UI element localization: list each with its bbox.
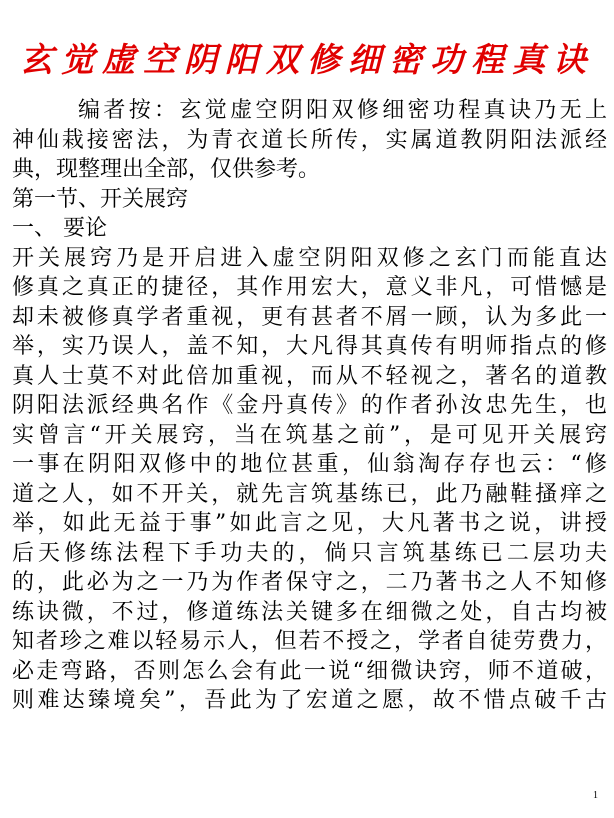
- body-text: [12, 96, 607, 716]
- text-line: 一事在阴阳双修中的地位甚重，仙翁淘存存也云：“修: [12, 452, 607, 477]
- text-line: 修真之真正的捷径，其作用宏大，意义非凡，可惜憾是: [12, 275, 607, 300]
- text-line: 举，如此无益于事”如此言之见，大凡著书之说，讲授: [12, 511, 607, 536]
- document-title: 玄觉虚空阴阳双修细密功程真诀: [20, 40, 594, 79]
- text-line: 典，现整理出全部，仅供参考。: [12, 157, 321, 182]
- text-line: 必走弯路，否则怎么会有此一说“细微诀窍，师不道破，: [12, 658, 607, 684]
- text-line: 开关展窍乃是开启进入虚空阴阳双修之玄门而能直达: [12, 245, 607, 271]
- text-line-editor-note: 编者按：玄觉虚空阴阳双修细密功程真诀乃无上: [78, 98, 607, 123]
- text-line: 神仙栽接密法，为青衣道长所传，实属道教阴阳法派经: [12, 127, 607, 153]
- text-line: 实曾言“开关展窍，当在筑基之前”，是可见开关展窍: [12, 422, 607, 448]
- text-line: 的，此必为之一乃为作者保守之，二乃著书之人不知修: [12, 570, 607, 595]
- text-line: 阴阳法派经典名作《金丹真传》的作者孙汝忠先生，也: [12, 393, 607, 418]
- section-heading: 第一节、开关展窍: [12, 186, 189, 212]
- text-line: 却未被修真学者重视，更有甚者不屑一顾，认为多此一: [12, 304, 607, 330]
- text-line: 知者珍之难以轻易示人，但若不授之，学者自徒劳费力，: [12, 629, 607, 654]
- subsection-heading: 一、 要论: [12, 216, 107, 241]
- text-line: 真人士莫不对此倍加重视，而从不轻视之，著名的道教: [12, 363, 607, 389]
- page-number: 1: [593, 790, 598, 801]
- text-line: 则难达臻境矣”，吾此为了宏道之愿，故不惜点破千古: [12, 688, 607, 713]
- text-line: 道之人，如不开关，就先言筑基练已，此乃融鞋搔痒之: [12, 481, 607, 507]
- text-line: 练诀微，不过，修道练法关键多在细微之处，自古均被: [12, 599, 607, 625]
- text-line: 举，实乃误人，盖不知，大凡得其真传有明师指点的修: [12, 334, 607, 359]
- text-line: 后天修练法程下手功夫的，倘只言筑基练已二层功夫: [12, 540, 607, 566]
